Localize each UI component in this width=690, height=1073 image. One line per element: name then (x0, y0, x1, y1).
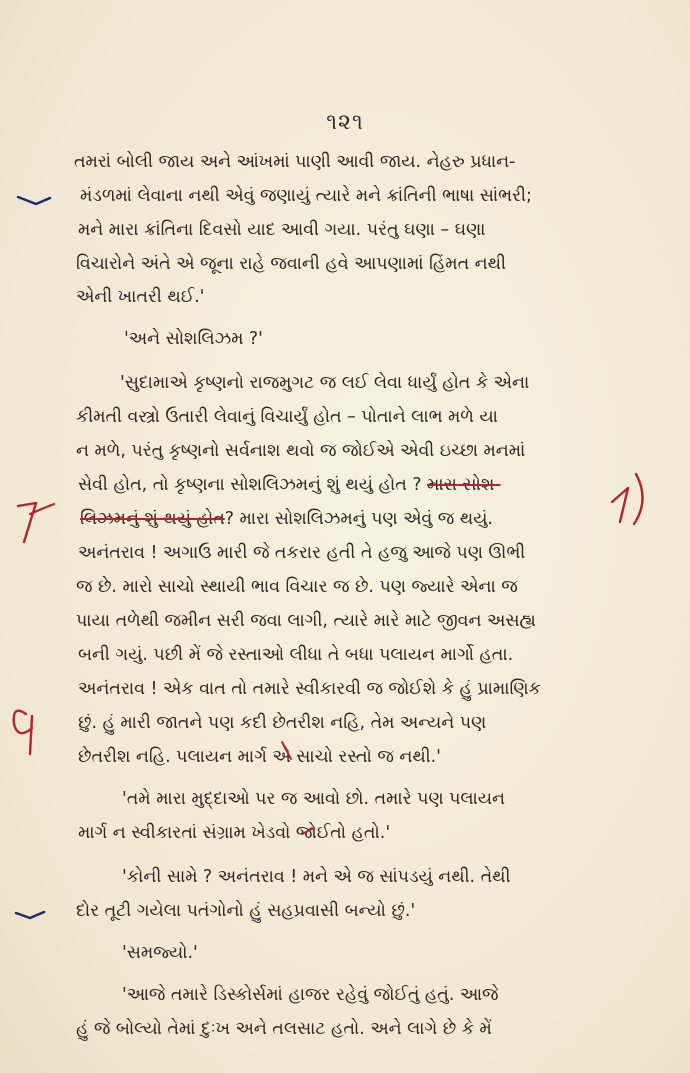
struck-out-text: મારા સોશ- (427, 475, 501, 495)
text-line: 'અને સોશલિઝમ ?' (124, 329, 263, 349)
struck-out-text: લિઝમનું શું થયું હોત (80, 509, 225, 529)
text-segment: સેવી હોત, તો કૃષ્ણના સોશલિઝમનું શું થયું હોત ? (78, 475, 422, 495)
text-line: મને મારા ક્રાંતિના દિવસો યાદ આવી ગયા. પરંતુ ઘણા – ઘણા (78, 220, 486, 240)
margin-tick-mark (18, 197, 50, 204)
text-line: 'આજે તમારે ડિસ્કોર્સમાં હાજર રહેવું જોઈતું હતું. આજે (122, 985, 499, 1005)
margin-check-mark (30, 504, 54, 514)
text-line: ન મળે, પરંતુ કૃષ્ણનો સર્વનાશ થવો જ જોઈએ એવી ઇચ્છા મનમાં (76, 441, 526, 461)
text-segment: ? મારા સોશલિઝમનું પણ એવું જ થયું. (224, 509, 493, 529)
text-line: 'સમજ્યો.' (122, 943, 198, 963)
text-line (78, 473, 501, 497)
text-line: કીમતી વસ્ત્રો ઉતારી લેવાનું વિચાર્યું હોત – પોતાને લાભ મળે યા (76, 407, 498, 427)
text-line: છું. હું મારી જાતને પણ કદી છેતરીશ નહિ, તેમ અન્યને પણ (78, 713, 487, 733)
text-line: જ છે. મારો સાચો સ્થાયી ભાવ વિચાર જ છે. પણ જ્યારે એના જ (76, 577, 518, 597)
text-line: બની ગયું. પછી મેં જે રસ્તાઓ લીધા તે બધા પલાયન માર્ગો હતા. (78, 645, 514, 665)
page-number: ૧૨૧ (326, 110, 364, 135)
text-line: 'તમે મારા મુદ્દાઓ પર જ આવો છો. તમારે પણ પલાયન (122, 789, 505, 809)
text-line: એની ખાતરી થઈ.' (76, 287, 205, 307)
text-line: છેતરીશ નહિ. પલાયન માર્ગ એ સાચો રસ્તો જ નથી.' (78, 747, 441, 767)
text-line: 'સુદામાએ કૃષ્ણનો રાજમુગટ જ લઈ લેવા ધાર્યું હોત કે એના (120, 373, 530, 393)
text-line: પાયા તળેથી જમીન સરી જવા લાગી, ત્યારે મારે માટે જીવન અસહ્ય (76, 611, 536, 631)
text-line: તમરાં બોલી જાય અને આંખમાં પાણી આવી જાય. નેહરુ પ્રધાન- (74, 152, 516, 172)
text-line: હું જે બોલ્યો તેમાં દુઃખ અને તલસાટ હતો. અને લાગે છે કે મેં (76, 1019, 492, 1039)
text-line: અનંતરાવ ! અગાઉ મારી જે તકરાર હતી તે હજુ આજે પણ ઊભી (78, 543, 526, 563)
text-line (80, 507, 493, 531)
text-line: વિચારોને અંતે એ જૂના રાહે જવાની હવે આપણામાં હિંમત નથી (76, 254, 506, 274)
margin-numeral-7 (18, 503, 36, 542)
text-line: અનંતરાવ ! એક વાત તો તમારે સ્વીકારવી જ જોઈશે કે હું પ્રામાણિક (78, 679, 541, 699)
text-line: દોર તૂટી ગયેલા પતંગોનો હું સહપ્રવાસી બન્યો છું.' (76, 901, 416, 921)
margin-numeral-9 (14, 711, 32, 754)
margin-tick-mark (16, 912, 44, 918)
text-line: 'કોની સામે ? અનંતરાવ ! મને એ જ સાંપડયું નથી. તેથી (122, 867, 511, 887)
text-line: મંડળમાં લેવાના નથી એવું જણાયું ત્યારે મને ક્રાંતિની ભાષા સાંભરી; (80, 186, 532, 206)
margin-numeral-7 (612, 474, 643, 524)
text-line: માર્ગ ન સ્વીકારતાં સંગ્રામ ખેડવો જોઈતો હતો.' (78, 823, 391, 843)
